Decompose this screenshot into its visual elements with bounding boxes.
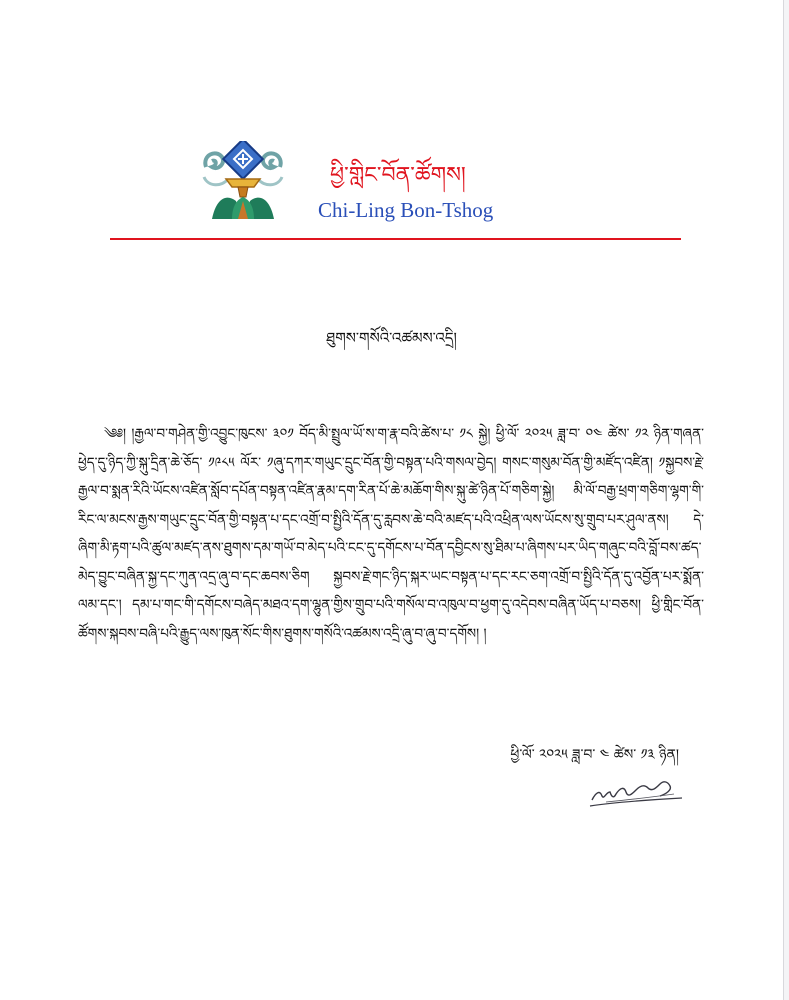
letter-date: ཕྱི་ལོ་ ༢༠༢༥ ཟླ་བ་ ༤ ཚེས་ ༡༣ ཉིན། xyxy=(510,747,679,763)
organization-name-tibetan: ཕྱི་གླིང་བོན་ཚོགས། xyxy=(330,163,466,188)
header-divider xyxy=(110,238,681,240)
bon-emblem-logo xyxy=(202,141,284,221)
letter-body: ༄༅། །རྒྱལ་བ་གཤེན་གྱི་འབྱུང་ཁུངས་ ༣༠༡ བོད་མི་སྤྲུལ་ཡོ་ས་ག་རྣ་བའི་ཚེས་པ་ ༡༨ སྐྱེ། ཕྱི་ལོ་ ༢༠༢༥ ཟླ་བ་ ༠༤ ཚེས་ ༡༢ ཉིན་གཞན་ཕྱེད་དུ་ཉིད་ཀྱི་སྐུ་དྲིན་ཆེ་ཅོད་ ༡༩༨༥ ལོར་ ༡ཞུ་དཀར་གཡུང་དྲུང་བོན་གྱི་བསྟན་པའི་གསལ་བྱེད། གསང་གསུམ་བོན་གྱི་མཛོད་འཛིན། ༡སྐྱབས་རྗེ་རྒྱལ་བ་སྨན་རིའི་ཡོངས་འཛིན་སློབ་དཔོན་བསྟན་འཛིན་རྣམ་དག་རིན་པོ་ཆེ་མཆོག་གིས་སྐུ་ཚེ་ཉིན་པོ་གཅིག་སྐྱེ། མི་ལོ་བརྒྱ་ཕྲག་གཅིག་ལྷག་གི་རིང་ལ་མངས་རྒྱས་གཡུང་དྲུང་བོན་གྱི་བསྟན་པ་དང་འགྲོ་བ་སྤྱིའི་དོན་དུ་རླབས་ཆེ་བའི་མཛད་པའི་འཕྲིན་ལས་ཡོངས་སུ་གྲུབ་པར་ཤུལ་ནས། དེ་ཞིག་མི་རྟག་པའི་ཚུལ་མཛད་ནས་ཐུགས་དམ་གཡོ་བ་མེད་པའི་ངང་དུ་དགོངས་པ་བོན་དབྱིངས་སུ་ཐིམ་པ་ཞིགས་པར་ཡིད་གཞུང་བའི་བློ་བས་ཚད་མེད་བྱུང་བཞིན་སྐྱ་དང་ཀུན་འདྲ་ཞུ་བ་དང་ཆབས་ཅིག སྐྱབས་རྗེ་གང་ཉིད་སྐར་ཡང་བསྟན་པ་དང་རང་ཅག་འགྲོ་བ་སྤྱིའི་དོན་དུ་འབྱོན་པར་སྨོན་ལམ་དང་། དམ་པ་གང་གི་དགོངས་བཞེད་མཐའ་དག་ལྷུན་གྱིས་གྲུབ་པའི་གསོལ་བ་འཁུལ་བ་ཕྱག་དུ་འདེབས་བཞིན་ཡོད་པ་བཅས། ཕྱི་གླིང་བོན་ཚོགས་སྐབས་བཞི་པའི་རྒྱུད་ལས་ཁུན་སོང་གིས་ཐུགས་གསོའི་འཚམས་འདྲི་ཞུ་བ་ཞུ་བ་དགོས། ། xyxy=(78,426,704,642)
handwritten-signature xyxy=(586,770,686,810)
letter-title: ཐུགས་གསོའི་འཚམས་འདྲི། xyxy=(326,329,457,347)
organization-name-latin: Chi-Ling Bon-Tshog xyxy=(318,198,494,222)
